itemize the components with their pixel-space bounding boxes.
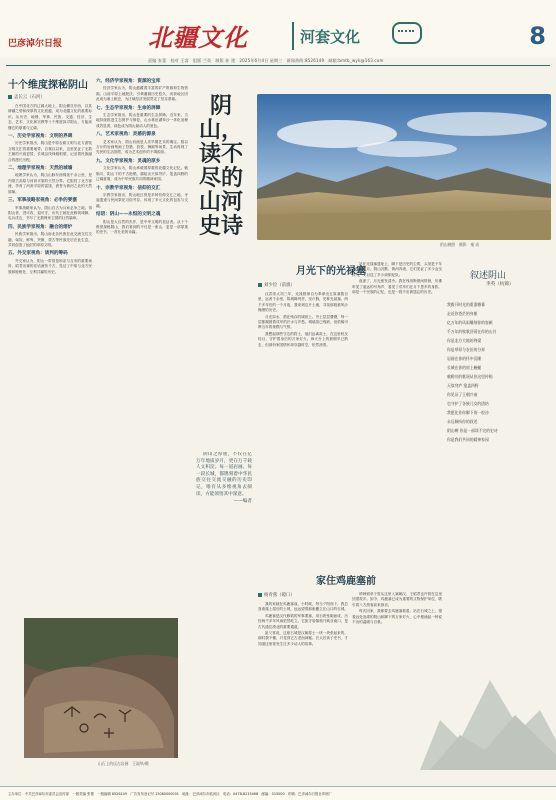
masthead: [0, 0, 556, 63]
section-text: 经济学家认为，阴山蕴藏着丰富的矿产资源和生物资源。山前平原土地肥沃，引黄灌溉历史悠久，河套地区因此成为塞上粮仓，为区域经济发展奠定了坚实基础。: [96, 86, 188, 102]
editor-note-text: 阴山之厚重，不仅在亿万年地质岁月，更在万千载人文积淀。每一道岩画、每一段长城，都镌刻着中华民族交往交流交融的历史印记，唯有从多维视角去阅读，方能领悟其中深意。: [196, 452, 252, 497]
poem-line: 我愿化作你脚下的一粒沙: [447, 410, 489, 415]
poem-line: 你见证了王朝兴衰: [447, 392, 478, 397]
section-heading: 六、经济学家视角：资源的宝库: [96, 79, 161, 84]
left-article-title: 十个维度探秘阴山: [8, 80, 88, 91]
conclusion-text: 阴山是大自然的杰作，是中华文明的见证者。从十个维度探秘阴山，我们看到的不仅是一座山，更是一部厚重的史书、一首壮美的诗篇。: [96, 219, 188, 235]
article-paragraph: 祖父常说，这座石城是汉朝将士一块一块垒起来的。那时我不懂，只觉得它古老而神秘。长大后读了史书，才知道这里曾发生过多少动人的故事。: [258, 631, 348, 646]
mid-article-col2: [352, 262, 442, 552]
poem-line: 长城在你的肩上蜿蜒: [447, 365, 482, 370]
poem-title: 叙述阴山: [470, 271, 507, 281]
article-paragraph: 我想起那些守边的将士，他们远离故土，在这里枕戈待旦，守护着身后的万家灯火。烽火台上的狼烟早已散去，但那份家国情怀却穿越时空，依然滚烫。: [258, 331, 348, 347]
masthead-rule: [6, 65, 550, 66]
poem-line: 你是北方大地的脊梁: [447, 338, 482, 343]
poem-line: 你是我们共同的精神家园: [447, 437, 489, 442]
poem-author: 李英（杭锦）: [486, 282, 514, 287]
mid-article-byline: 刘少俭（前旗）: [258, 282, 295, 288]
bottom-article-col1: [258, 602, 348, 782]
article-paragraph: 月光如水，洒在残存的城垣上。夯土层层叠叠，每一层都凝固着戍卒的汗水与乡愁。城墙虽已残缺，但依稀可辨当年的规模与气势。: [258, 314, 348, 330]
section-text: 宗教学家指出，阴山地区曾是多种信仰交汇之地，寺庙遗迹与民间祭祀习俗并存，体现了多元文化的包容与交融。: [96, 192, 188, 208]
article-paragraph: 每次回家，我都要去鸡鹿塞看看。站在石城之上，望着远处连绵的阴山和脚下的万家灯火，心中便涌起一种说不出的温暖与自豪。: [352, 609, 442, 625]
poem-line: 敕勒川的歌谣从你这里传唱: [447, 374, 493, 379]
top-photo-caption: 阴山晚照 摄影 秦 成: [440, 242, 480, 247]
paper-brand: 巴彦淖尔日报: [8, 39, 63, 49]
section-heading: 九、文化学家视角：灵魂的原乡: [96, 158, 161, 164]
section-heading: 七、生态学家视角：生命的屏障: [96, 105, 161, 111]
bottom-article-byline: 杨青燕（磴口）: [258, 592, 295, 598]
footer: 主办单位：中共巴彦淖尔市委员会宣传部 一版责编 张蕾 一版编辑 8526149 广告发布登记号 15080000001 地址：巴彦淖尔市临河区 电话：0478-8215468 邮编：015000 印刷：巴彦淖尔日报社印刷厂: [0, 786, 556, 800]
article-paragraph: 站在光禄塞遗址上，脚下是历史的尘埃，头顶是千年不变的明月。阴山沉默，黄河奔流，它们见证了多少金戈铁马，又目送了多少商旅驼队。: [352, 262, 442, 277]
section-heading: 一、历史学家视角：文明的界碑: [8, 134, 73, 140]
left-article-col2: [96, 76, 188, 614]
section-text: 文化学家认为，阴山承载着厚重的北疆文化记忆。敕勒川，阴山下的千古绝唱，描绘出天似穹庐、笼盖四野的辽阔意境，成为中华民族共同的精神家园。: [96, 166, 188, 182]
section-heading: 四、民族学家视角：融合的熔炉: [8, 224, 73, 230]
poem-line: 也守护了各族儿女的团结: [447, 401, 489, 406]
poem-line: 岩画在你的怀中沉睡: [447, 356, 482, 361]
article-paragraph: 鸡鹿塞是汉代修筑的军事要塞，用石块垒砌而成，历经两千多年风雨依然屹立。它扼守哈隆格乃峡谷南口，是古代通往漠北的重要通道。: [258, 613, 348, 629]
left-article-intro: 在中国北方的辽阔大地上，阴山横亘东西，以其磅礴之势和深厚的文化底蕴，成为北疆文化的重要标识。从历史、地理、军事、民族、交通、经济、生态、艺术、文化和宗教等十个维度探寻阴山，方能读懂它的厚重与辽阔。: [8, 104, 92, 130]
editor-note-sign: ——编者: [233, 499, 252, 505]
poem-line: 我拨开时光的重重帷幕: [447, 302, 485, 307]
section-heading: 三、军事战略家视角：必争的要塞: [8, 198, 77, 204]
landscape-photo: [257, 94, 551, 240]
section-heading: 二、地理学家视角：天然的城墙: [8, 166, 73, 172]
article-paragraph: 汉武帝太初三年，光禄勋徐自为奉命出五原塞数百里，远者千余里，筑城障列亭，至卢朐，史称光禄塞。两千多年后的一个月夜，我来到这片土地，寻找那段被风沙掩埋的历史。: [258, 292, 348, 313]
section-heading: 十、宗教学家视角：信仰的交汇: [96, 185, 161, 191]
section-hero-title: 北疆文化: [148, 23, 248, 52]
section-text: 历史学家指出，阴山是中原农耕文明与北方游牧文明交汇的重要地带。自秦汉以来，这里见证了无数王朝的兴衰更替，长城沿线烽燧相望，记录着民族融合的漫长历程。: [8, 141, 92, 162]
section-text: 艺术家认为，阴山岩画是人类早期艺术的瑰宝。数以万计的岩画刻画了狩猎、放牧、舞蹈等场景，生动再现了先民的生活图景，成为艺术创作的不竭源泉。: [96, 139, 188, 155]
section-text: 生态学家指出，阴山是重要的生态屏障。近年来，当地持续推进生态保护与修复，山水林田湖草沙一体化治理成效显著，绿色成为阴山最动人的底色。: [96, 113, 188, 128]
section-text: 军事战略家认为，阴山自古为兵家必争之地。得阴山者，进可攻、退可守，历代王朝在此修筑城障，屯兵戍边，书写了无数保家卫国的壮烈篇章。: [8, 205, 92, 221]
poem-line: 永远倾听你的叙述: [447, 419, 478, 424]
section-text: 外交家认为，阴山一带曾是和亲与互市的重要场所，昭君出塞的佳话流传千古，见证了中原与北方民族和睦相处、互利共赢的历史。: [8, 258, 92, 274]
poem-line: 阴山啊 你是一部读不完的史诗: [447, 428, 498, 433]
section-title: 河套文化: [300, 28, 361, 46]
main-headline: 阴山，读不尽的山河史诗: [198, 93, 243, 239]
bottom-article-title: 家住鸡鹿塞前: [316, 576, 376, 587]
ink-mountain-decoration: [420, 620, 556, 770]
mid-article-title: 月光下的光禄塞: [296, 266, 366, 277]
article-paragraph: 呼韩邪单于曾从这里入塞朝汉，王昭君也许曾在这里回望故乡。如今，鸡鹿塞已成为重要的文物保护单位，吸引着八方游客前来探访。: [352, 592, 442, 607]
article-paragraph: 我的家就在鸡鹿塞前。小时候，每当夕阳西下，我总喜欢爬上屋后的土坡，远远望着那座矗立在山口的石城。: [258, 602, 348, 612]
poem-line: 千万年的牧歌回荡在你的山谷: [447, 329, 497, 334]
section-heading: 五、外交家视角：谈判的筹码: [8, 251, 68, 257]
left-article-byline: 孟长云（石河）: [8, 94, 45, 100]
conclusion-heading: 结语：阴山——永恒的文明之魂: [96, 212, 161, 218]
poem-line: 你是草原与农田的分界: [447, 347, 485, 352]
seal-decoration-icon: [392, 22, 422, 44]
masthead-meta: 责编 张蕾 校对 王睿 组版 兰英 制版 孙 建 2025年6月4日 星期三 新闻热线:8526149 邮箱:bmtb_wyk@163.com: [148, 58, 384, 63]
section-text: 民族学家指出，阴山南北各民族在此交流交往交融，匈奴、鲜卑、突厥、蒙古等民族先后在此生息，共同创造了灿烂的草原文明。: [8, 232, 92, 247]
left-article-col1: [8, 104, 92, 614]
section-text: 地理学家认为，阴山山脉东西绵延千余公里，是内蒙古高原与河套平原的天然分界。它阻挡了北方寒流，孕育了河套平原的富饶，被誉为黄河之北的天然屏障。: [8, 173, 92, 194]
title-divider: [292, 22, 294, 50]
rock-art-photo: [24, 618, 178, 758]
article-paragraph: 夜深了，月光愈发清冷。我在残垣断壁间徘徊，仿佛听见了遥远的号角声，看见了戍卒们在月下思乡的身影。那是一个民族的记忆，也是一段不应被遗忘的历史。: [352, 279, 442, 295]
poem-body: [447, 300, 551, 620]
section-heading: 八、艺术家视角：灵感的源泉: [96, 132, 156, 138]
mid-article-col1: [258, 292, 348, 552]
bottom-photo-caption: 山石上的远古岩画 王淑华/摄: [98, 761, 149, 766]
editor-note: [196, 452, 252, 602]
poem-line: 走近你苍茫的身躯: [447, 311, 478, 316]
poem-line: 天似穹庐 笼盖四野: [447, 383, 479, 388]
page-number: 8: [529, 22, 546, 50]
poem-line: 亿万年的风雨雕刻你的容颜: [447, 320, 493, 325]
